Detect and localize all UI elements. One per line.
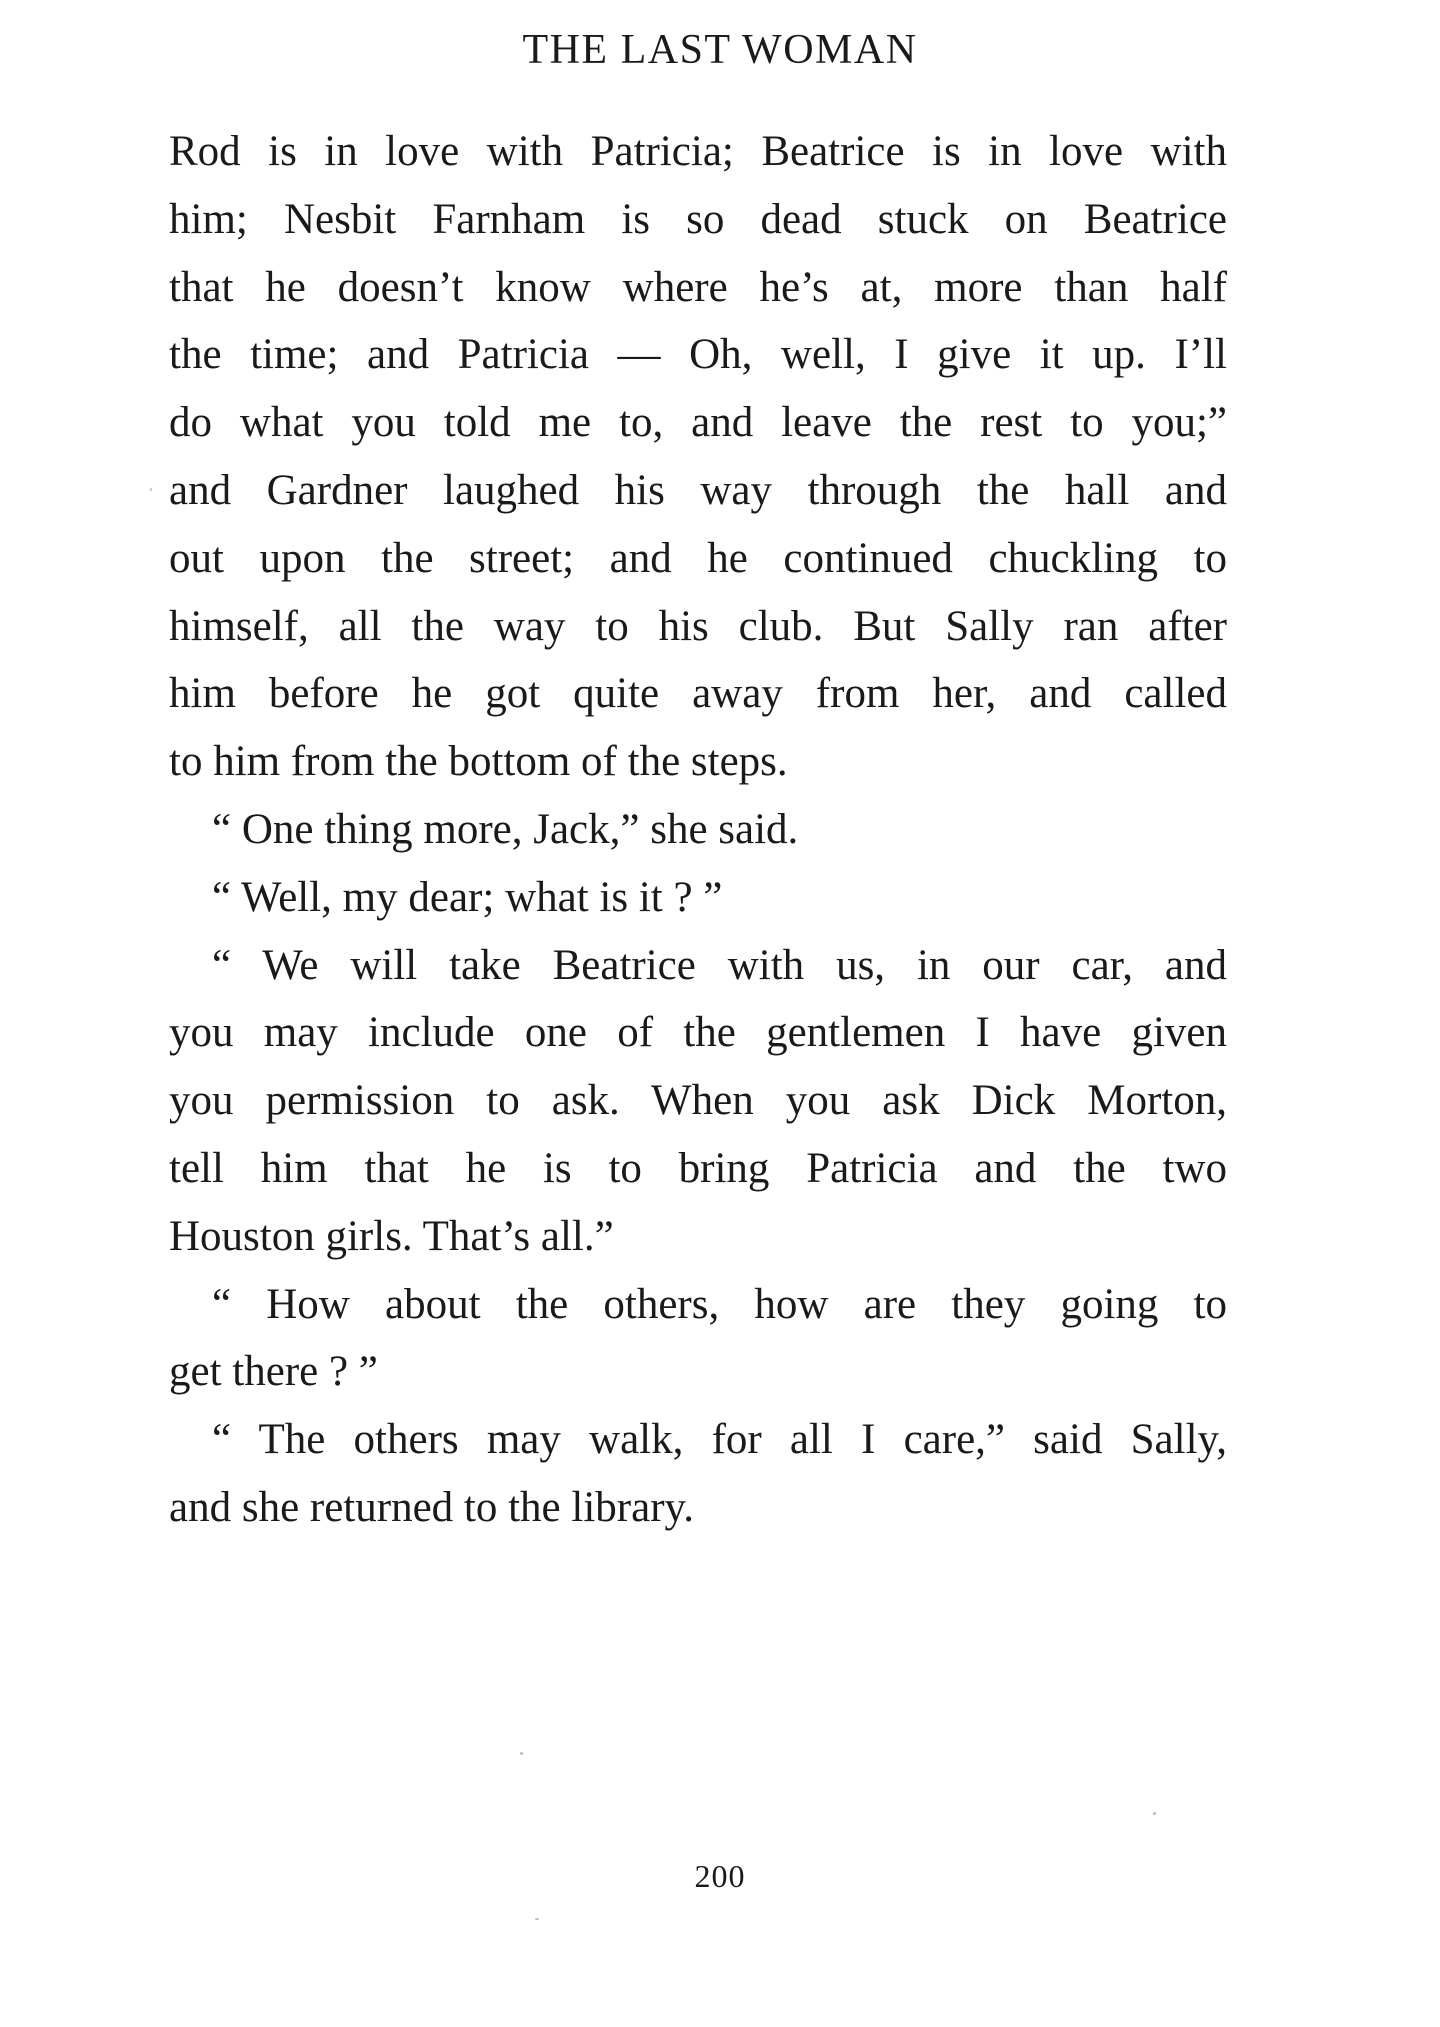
text-line: to him from the bottom of the steps. [169,738,788,786]
text-line: do what you told me to, and leave the rest to you;” [169,399,1227,447]
paragraph [169,1271,1227,1407]
text-line: the time; and Patricia — Oh, well, I give it up. I’ll [169,331,1227,379]
text-line: “ The others may walk, for all I care,” said Sally, [212,1416,1227,1464]
paragraph [169,1406,1227,1542]
text-line: “ One thing more, Jack,” she said. [212,805,799,853]
paragraph [169,118,1227,796]
text-line: “ Well, my dear; what is it ? ” [212,873,723,921]
text-line: tell him that he is to bring Patricia and the two [169,1144,1227,1192]
text-line: himself, all the way to his club. But Sally ran after [169,602,1227,650]
running-head: THE LAST WOMAN [522,27,918,73]
text-line: out upon the street; and he continued chuckling to [169,534,1227,582]
scan-speck [1153,1812,1156,1815]
text-line: him; Nesbit Farnham is so dead stuck on Beatrice [169,195,1227,243]
text-line: you may include one of the gentlemen I have given [169,1009,1227,1057]
scan-speck [520,1752,523,1755]
paragraph [169,932,1227,1271]
text-line: get there ? ” [169,1348,378,1396]
scan-speck [150,488,152,491]
body-text [169,118,1227,1542]
text-line: and Gardner laughed his way through the hall and [169,466,1227,514]
text-line: and she returned to the library. [169,1483,694,1531]
paragraph [169,864,1227,932]
text-line: “ We will take Beatrice with us, in our car, and [212,941,1227,989]
text-line: that he doesn’t know where he’s at, more than half [169,263,1227,311]
scan-speck [535,1918,539,1920]
text-line: Rod is in love with Patricia; Beatrice is in love with [169,128,1227,175]
text-line: you permission to ask. When you ask Dick Morton, [169,1077,1227,1125]
text-line: him before he got quite away from her, and called [169,670,1227,718]
paragraph [169,796,1227,864]
page-number: 200 [694,1858,746,1894]
text-line: Houston girls. That’s all.” [169,1212,614,1260]
text-line: “ How about the others, how are they going to [212,1280,1227,1328]
